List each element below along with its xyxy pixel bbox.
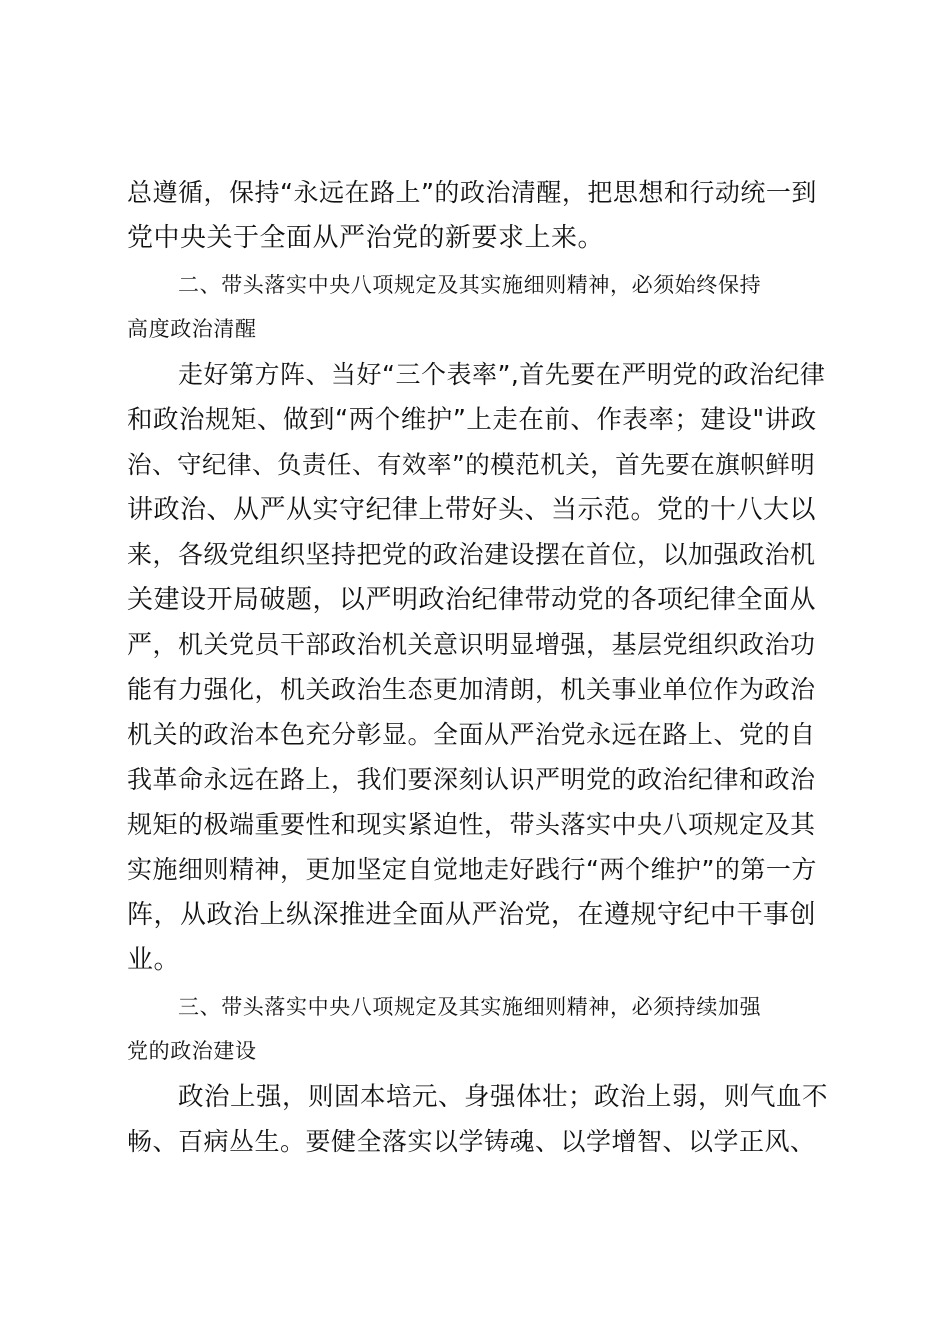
body-text-line: 来，各级党组织坚持把党的政治建设摆在首位，以加强政治机 [127,540,816,569]
body-text-line: 严，机关党员干部政治机关意识明显增强，基层党组织政治功 [127,630,816,659]
body-text-line: 总遵循，保持“永远在路上”的政治清醒，把思想和行动统一到 [127,178,817,207]
body-text-line: 能有力强化，机关政治生态更加清朗，机关事业单位作为政治 [127,675,816,704]
body-text-line: 实施细则精神，更加坚定自觉地走好践行“两个维护”的第一方 [127,855,817,884]
body-text-line: 讲政治、从严从实守纪律上带好头、当示范。党的十八大以 [127,495,817,525]
body-text-line: 我革命永远在路上，我们要深刻认识严明党的政治纪律和政治 [127,765,816,794]
body-text-line: 畅、百病丛生。要健全落实以学铸魂、以学增智、以学正风、 [127,1127,816,1156]
body-text-line: 关建设开局破题，以严明政治纪律带动党的各项纪律全面从 [127,585,817,615]
body-text-line: 走好第方阵、当好“三个表率”,首先要在严明党的政治纪律 [178,360,826,389]
body-text-line: 规矩的极端重要性和现实紧迫性，带头落实中央八项规定及其 [127,810,816,839]
section-heading-3-cont: 党的政治建设 [127,1039,257,1063]
body-text-line: 治、守纪律、负责任、有效率”的模范机关，首先要在旗帜鲜明 [127,450,816,479]
body-text-line: 业。 [127,945,181,975]
section-heading-3: 三、带头落实中央八项规定及其实施细则精神，必须持续加强 [178,995,762,1019]
section-heading-2-cont: 高度政治清醒 [127,317,257,341]
body-text-line: 阵，从政治上纵深推进全面从严治党，在遵规守纪中干事创 [127,900,817,930]
body-text-line: 政治上强，则固本培元、身强体壮；政治上弱，则气血不 [178,1082,829,1112]
body-text-line: 党中央关于全面从严治党的新要求上来。 [127,223,605,253]
body-text-line: 机关的政治本色充分彰显。全面从严治党永远在路上、党的自 [127,720,816,749]
section-heading-2: 二、带头落实中央八项规定及其实施细则精神，必须始终保持 [178,273,762,297]
body-text-line: 和政治规矩、做到“两个维护”上走在前、作表率；建设"讲政 [127,405,817,435]
